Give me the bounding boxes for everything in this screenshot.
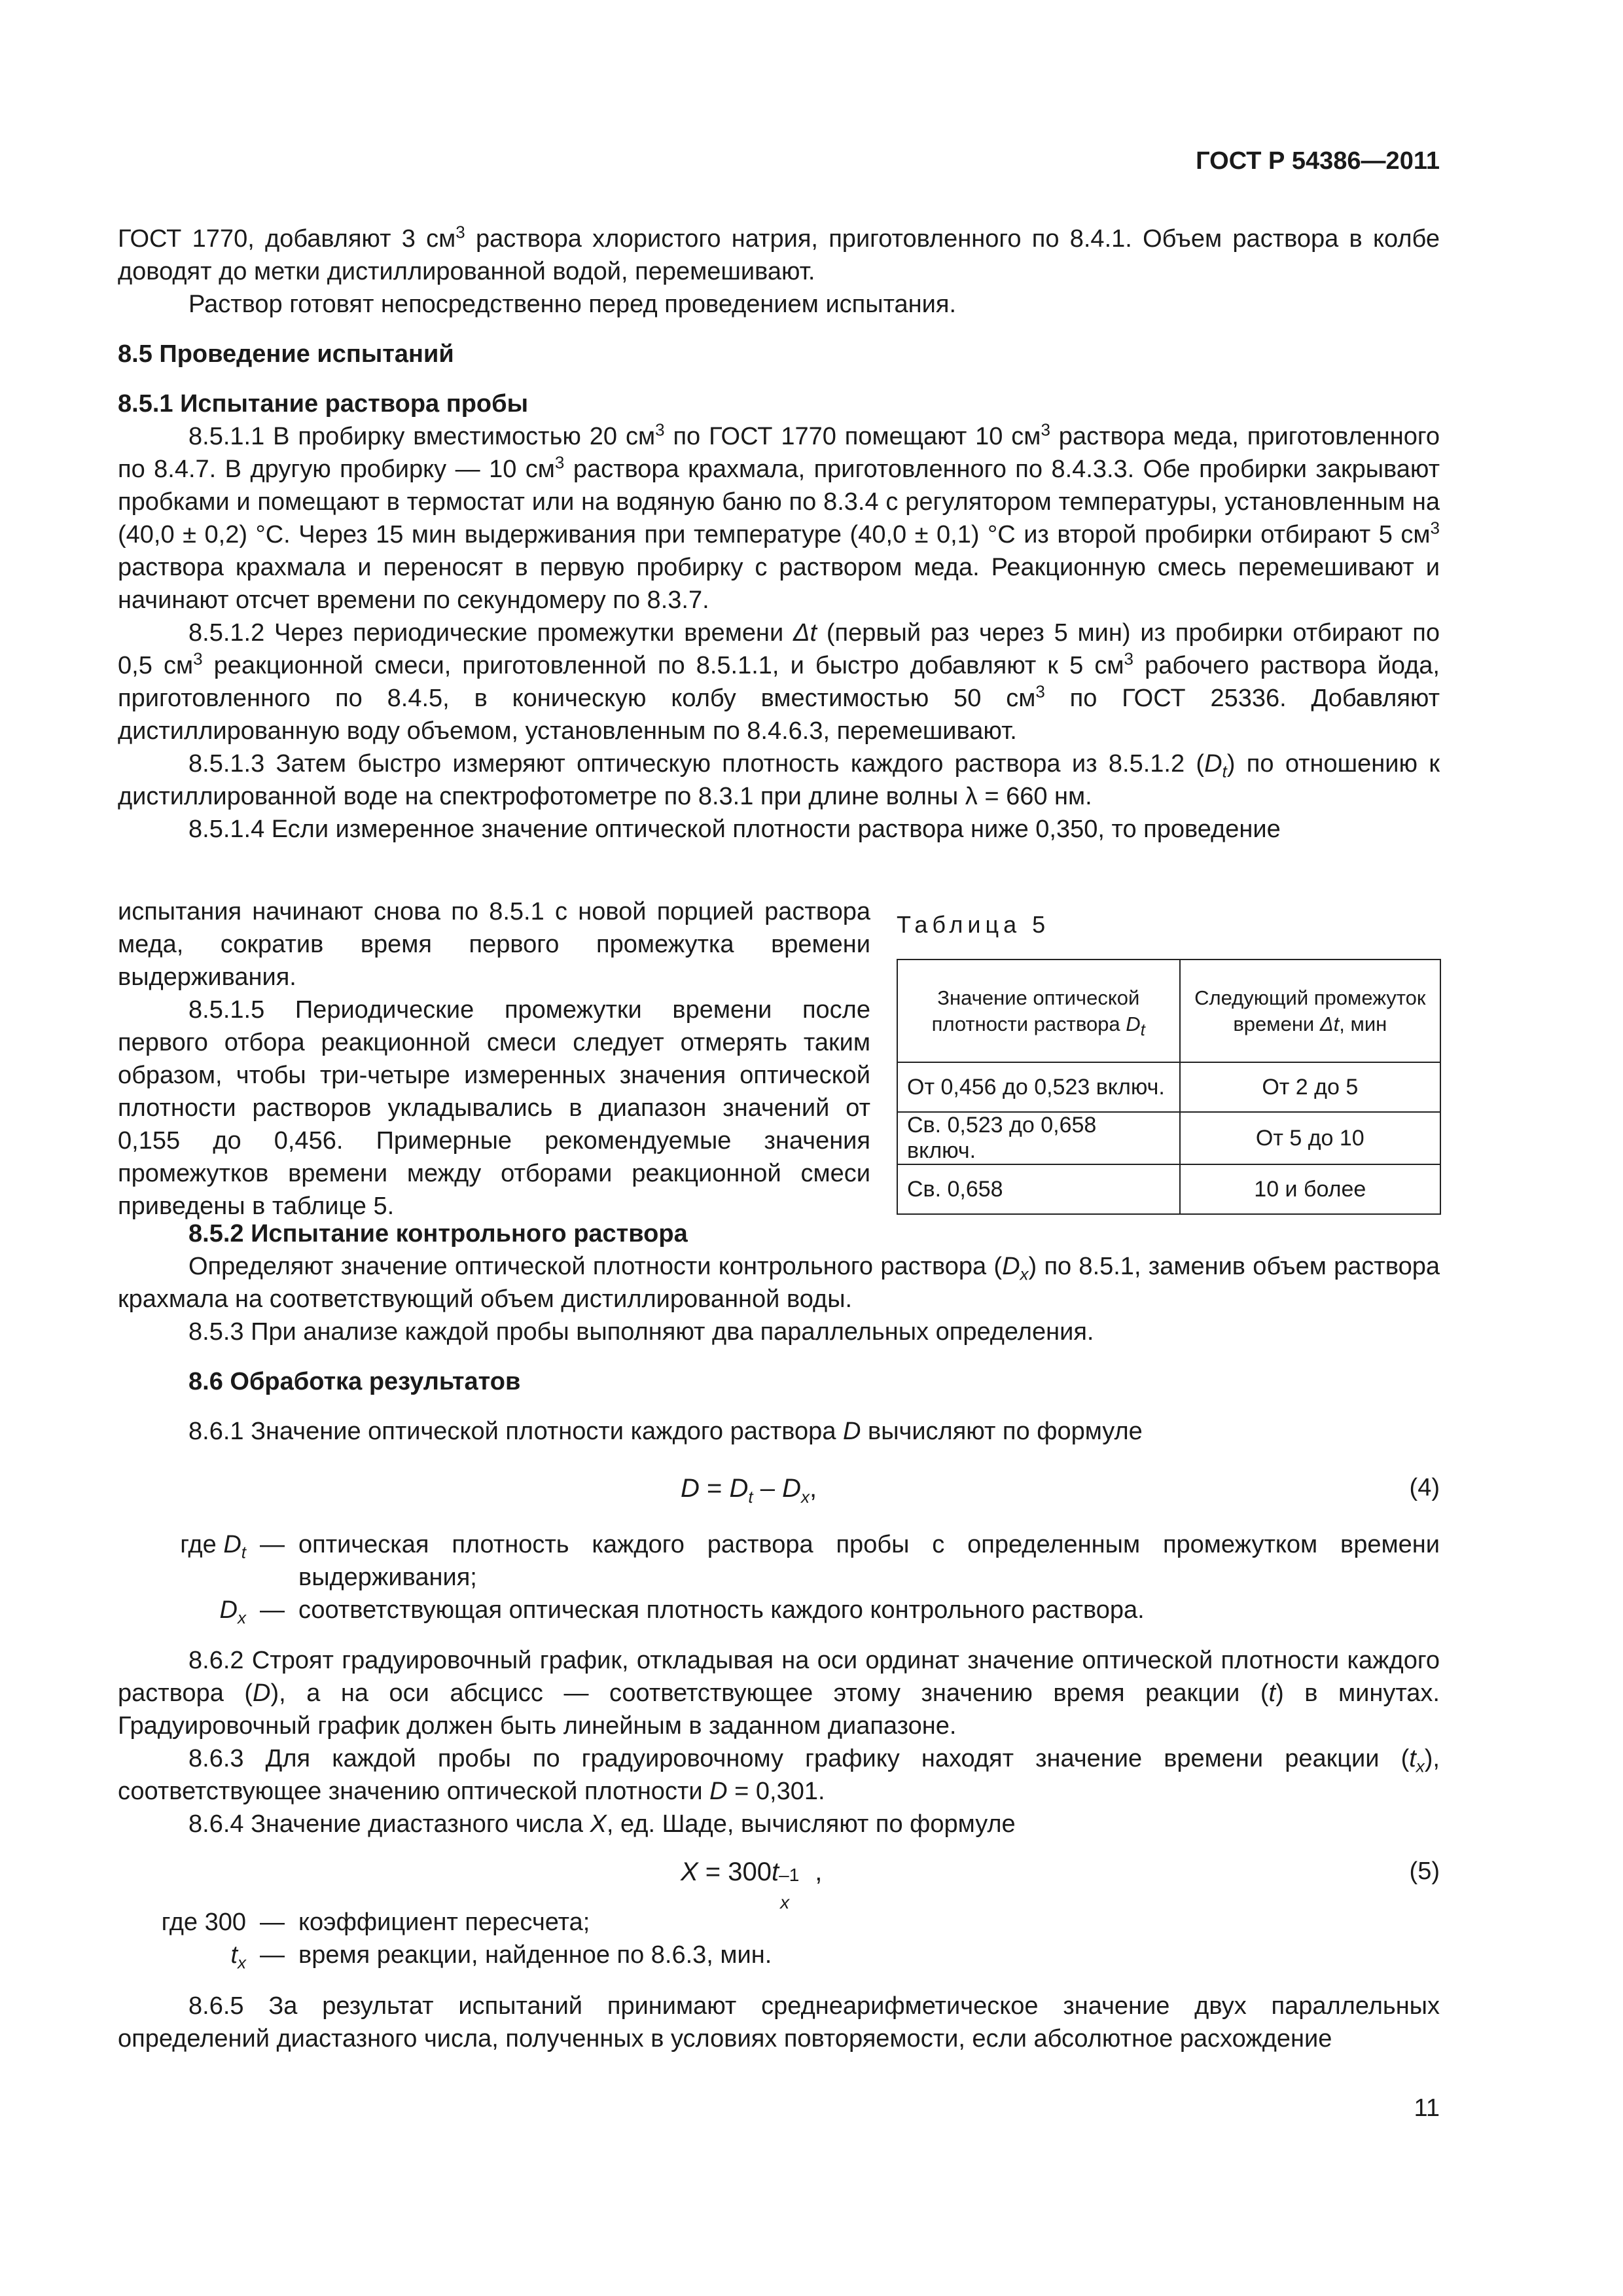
legend-item: где 300 — коэффициент пересчета; bbox=[161, 1909, 590, 1936]
formula-number: (4) bbox=[1409, 1474, 1440, 1501]
text-block-bottom bbox=[118, 1990, 1440, 2055]
paragraph-8-6-2: 8.6.2 Строят градуировочный график, откладывая на оси ординат значение оптической плотности каждого раствора (D), а на оси абсцисс — соответствующее этому значению время реакции (t) в минутах. Градуировочный график должен быть линейным в заданном диапазоне. bbox=[118, 1647, 1440, 1740]
table-cell-time: От 5 до 10 bbox=[1180, 1112, 1440, 1164]
table-row bbox=[897, 1164, 1440, 1214]
text-block-lower bbox=[118, 1644, 1440, 1840]
paragraph-8-5-1-4-start: 8.5.1.4 Если измеренное значение оптической плотности раствора ниже 0,350, то проведение bbox=[188, 816, 1281, 843]
table-5-caption: Таблица 5 bbox=[897, 911, 1050, 938]
table-cell-range: Св. 0,658 bbox=[897, 1164, 1180, 1214]
table-row bbox=[897, 1062, 1440, 1112]
page-number: 11 bbox=[1414, 2094, 1440, 2122]
paragraph-continuation: ГОСТ 1770, добавляют 3 $см^3$ раствора хлористого натрия, приготовленного по 8.4.1. Объем раствора в колбе доводят до метки дистиллированной водой, перемешивают. bbox=[118, 222, 1440, 285]
text-block-beside-table bbox=[118, 895, 870, 1223]
table-5-header-interval: Следующий промежуток времени Δt, мин bbox=[1180, 960, 1440, 1062]
table-cell-range: Св. 0,523 до 0,658 включ. bbox=[897, 1112, 1180, 1164]
formula-number: (5) bbox=[1409, 1857, 1440, 1885]
paragraph-8-6-1: 8.6.1 Значение оптической плотности каждого раствора D вычисляют по формуле bbox=[188, 1418, 1143, 1445]
text-block-middle bbox=[118, 1217, 1440, 1448]
section-heading-8-5: 8.5 Проведение испытаний bbox=[118, 340, 454, 368]
paragraph-8-5-1-2: 8.5.1.2 Через периодические промежутки времени Δt (первый раз через 5 мин) из пробирки отбирают по 0,5 $см^3$ реакционной смеси, приготовленной по 8.5.1.1, и быстро добавляют к 5 $см^3$ рабочего раствора йода, приготовленного по 8.4.5, в коническую колбу вместимостью 50 $см^3$ по ГОСТ 25336. Добавляют дистиллированную воду объемом, установленным по 8.4.6.3, перемешивают. bbox=[118, 619, 1440, 745]
legend-item: $D_x$ — соответствующая оптическая плотность каждого контрольного раствора. bbox=[219, 1596, 1145, 1628]
document-header: ГОСТ Р 54386—2011 bbox=[1196, 147, 1440, 175]
paragraph-8-5-1-3: 8.5.1.3 Затем быстро измеряют оптическую плотность каждого раствора из 8.5.1.2 $(D_t)$ по отношению к дистиллированной воде на спектрофотометре по 8.3.1 при длине волны λ = 660 нм. bbox=[118, 750, 1440, 810]
table-cell-range: От 0,456 до 0,523 включ. bbox=[897, 1062, 1180, 1112]
paragraph-8-5-1-4-end: испытания начинают снова по 8.5.1 с новой порцией раствора меда, сократив время первого промежутка времени выдерживания. bbox=[118, 898, 870, 991]
legend-item: $t_x$ — время реакции, найденное по 8.6.3, мин. bbox=[230, 1941, 772, 1973]
table-5-header-density: Значение оптической плотности раствора $D_t$ bbox=[897, 960, 1180, 1062]
paragraph-8-5-1-1: 8.5.1.1 В пробирку вместимостью 20 $см^3$ по ГОСТ 1770 помещают 10 $см^3$ раствора меда, приготовленного по 8.4.7. В другую пробирку — 10 $см^3$ раствора крахмала, приготовленного по 8.4.3.3. Обе пробирки закрывают пробками и помещают в термостат или на водяную баню по 8.3.4 с регулятором температуры, установленным на (40,0 ± 0,2) °С. Через 15 мин выдерживания при температуре (40,0 ± 0,1) °С из второй пробирки отбирают 5 $см^3$ раствора крахмала и переносят в первую пробирку с раствором меда. Реакционную смесь перемешивают и начинают отсчет времени по секундомеру по 8.3.7. bbox=[118, 420, 1440, 614]
paragraph-8-6-5: 8.6.5 За результат испытаний принимают среднеарифметическое значение двух параллельных определений диастазного числа, полученных в условиях повторяемости, если абсолютное расхождение bbox=[118, 1992, 1440, 2053]
paragraph-8-5-2: Определяют значение оптической плотности контрольного раствора $(D_x)$ по 8.5.1, заменив объем раствора крахмала на соответствующий объем дистиллированной воды. bbox=[118, 1253, 1440, 1313]
legend-item: где $D_t$ — оптическая плотность каждого раствора пробы с определенным промежутком времени выдерживания; bbox=[180, 1531, 1440, 1591]
paragraph-8-5-1-5: 8.5.1.5 Периодические промежутки времени после первого отбора реакционной смеси следует отмерять таким образом, чтобы три-четыре измеренных значения оптической плотности растворов укладывались в диапазон значений от 0,155 до 0,456. Примерные рекомендуемые значения промежутков времени между отборами реакционной смеси приведены в таблице 5. bbox=[118, 996, 870, 1220]
paragraph-8-5-3: 8.5.3 При анализе каждой пробы выполняют два параллельных определения. bbox=[188, 1318, 1094, 1346]
paragraph-prep-note: Раствор готовят непосредственно перед проведением испытания. bbox=[188, 291, 957, 318]
document-page: ГОСТ Р 54386—2011 ГОСТ 1770, добавляют 3 $см^3$ раствора хлористого натрия, приготовленного по 8.4.1. Объем раствора в колбе доводят до метки дистиллированной водой, перемешивают. Раствор готовят непосредственно перед проведением испытания. 8.5 Проведение испытаний 8.5.1 Испытание раствора пробы 8.5.1.1 В пробирку вместимостью 20 $см^3$ по ГОСТ 1770 помещают 10 $см^3$ раствора меда, приготовленного по 8.4.7. В другую пробирку — 10 $см^3$ раствора крахмала, приготовленного по 8.4.3.3. Обе пробирки закрывают пробками и помещают в термостат или на водяную баню по 8.3.4 с регулятором температуры, установленным на (40,0 ± 0,2) °С. Через 15 мин выдерживания при температуре (40,0 ± 0,1) °С из второй пробирки отбирают 5 $см^3$ раствора крахмала и переносят в первую пробирку с раствором меда. Реакционную смесь перемешивают и начинают отсчет времени по секундомеру по 8.3.7. 8.5.1.2 Через периодические промежутки времени Δt (первый раз через 5 мин) из пробирки отбирают по 0,5 $см^3$ реакционной смеси, приготовленной по 8.5.1.1, и быстро добавляют к 5 $см^3$ рабочего раствора йода, приготовленного по 8.4.5, в коническую колбу вместимостью 50 $см^3$ по ГОСТ 25336. Добавляют дистиллированную воду объемом, установленным по 8.4.6.3, перемешивают. 8.5.1.3 Затем быстро измеряют оптическую плотность каждого раствора из 8.5.1.2 $(D_t)$ по отношению к дистиллированной воде на спектрофотометре по 8.3.1 при длине волны λ = 660 нм. 8.5.1.4 Если измеренное значение оптической плотности раствора ниже 0,350, то проведение испытания начинают снова по 8.5.1 с новой порцией раствора меда, сократив время первого промежутка времени выдерживания. 8.5.1.5 Периодические промежутки времени после первого отбора реакционной смеси следует отмерять таким образом, чтобы три-четыре измеренных значения оптической плотности растворов укладывались в диапазон значений от 0,155 до 0,456. Примерные рекомендуемые значения промежутков времени между отборами реакционной смеси приведены в таблице 5. Таблица 5 Значение оптической плотности раствора $D_t$ Следующий промежуток времени Δt, мин От 0,456 до 0,523 включ. От 2 до 5 Св. 0,523 до 0,658 включ. От 5 до 10 Св. 0,658 10 и более 8.5.2 Испытание контрольного раствора Определяют значение оптической плотности контрольного раствора $(D_x)$ по 8.5.1, заменив объем раствора крахмала на соответствующий объем дистиллированной воды. 8.5.3 При анализе каждой пробы выполняют два параллельных определения. 8.6 Обработка результатов 8.6.1 Значение оптической плотности каждого раствора D вычисляют по формуле $D = D_t - D_x$, (4) где $D_t$ — оптическая плотность каждого раствора пробы с определенным промежутком времени выдерживания; $D_x$ — соответствующая оптическая плотность каждого контрольного раствора. 8.6.2 Строят градуировочный график, откладывая на оси ординат значение оптической плотности каждого раствора (D), а на оси абсцисс — соответствующее этому значению время реакции (t) в минутах. Градуировочный график должен быть линейным в заданном диапазоне. 8.6.3 Для каждой пробы по градуировочному графику находят значение времени реакции $(t_x)$, соответствующее значению оптической плотности D = 0,301. 8.6.4 Значение диастазного числа X, ед. Шаде, вычисляют по формуле X = 300t –1 x , (5) где 300 — коэффициент пересчета; $t_x$ — время реакции, найденное по 8.6.3, мин. 8.6.5 За результат испытаний принимают среднеарифметическое значение двух параллельных определений диастазного числа, полученных в условиях повторяемости, если абсолютное расхождение 11 bbox=[118, 147, 1440, 2122]
section-heading-8-6: 8.6 Обработка результатов bbox=[188, 1368, 521, 1395]
text-block-top bbox=[118, 223, 1440, 846]
table-cell-time: 10 и более bbox=[1180, 1164, 1440, 1214]
table-row bbox=[897, 1112, 1440, 1164]
formula-5-legend bbox=[118, 1906, 1440, 1971]
paragraph-8-6-4: 8.6.4 Значение диастазного числа X, ед. Шаде, вычисляют по формуле bbox=[188, 1810, 1016, 1838]
section-heading-8-5-2: 8.5.2 Испытание контрольного раствора bbox=[188, 1220, 688, 1247]
table-cell-time: От 2 до 5 bbox=[1180, 1062, 1440, 1112]
table-5 bbox=[897, 959, 1441, 1215]
formula-4-legend bbox=[118, 1528, 1440, 1626]
paragraph-8-6-3: 8.6.3 Для каждой пробы по градуировочному графику находят значение времени реакции $(t_x)$, соответствующее значению оптической плотности D = 0,301. bbox=[118, 1745, 1440, 1805]
section-heading-8-5-1: 8.5.1 Испытание раствора пробы bbox=[118, 390, 529, 418]
